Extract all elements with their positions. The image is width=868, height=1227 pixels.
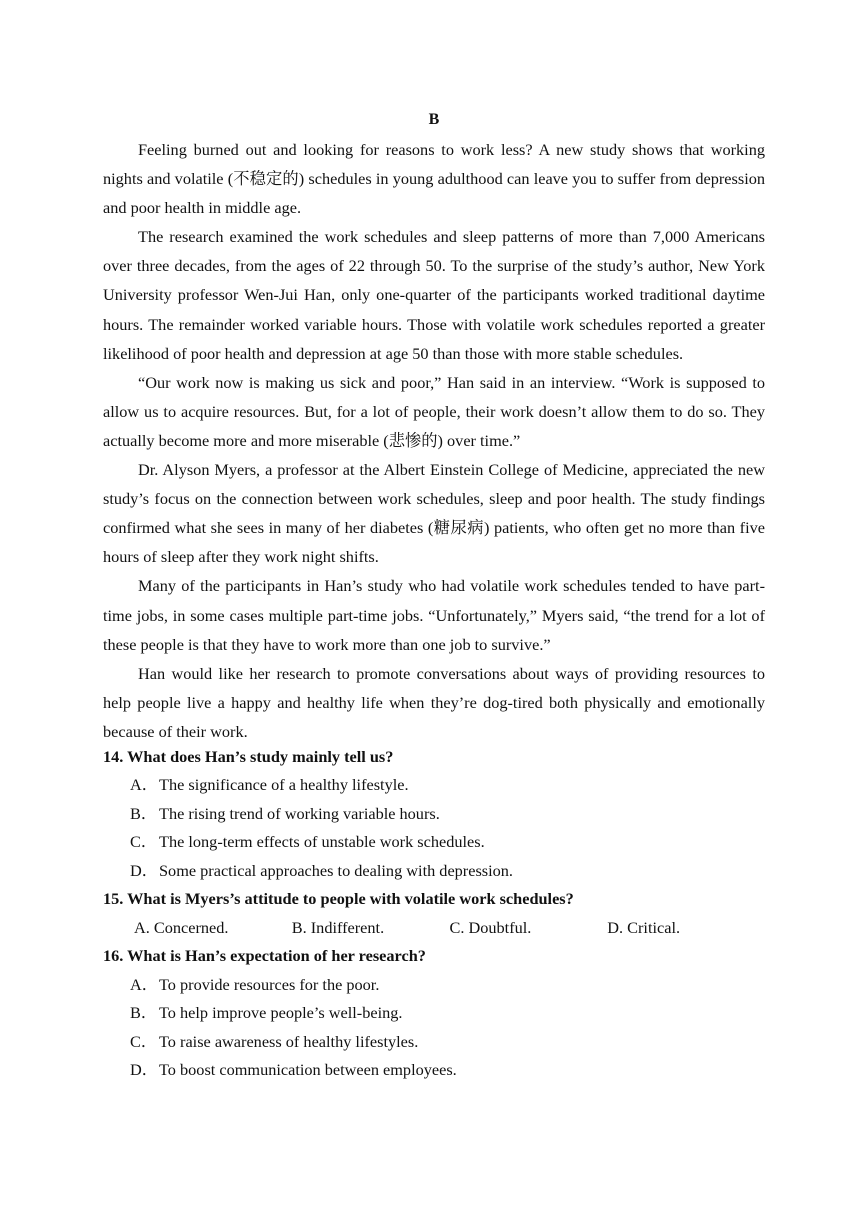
question-15 [103, 885, 765, 942]
question-15-option-c: C. Doubtful. [449, 917, 532, 937]
passage-paragraph-4: Dr. Alyson Myers, a professor at the Albert Einstein College of Medicine, appreciated the new study’s focus on the connection between work schedules, sleep and poor health. The study findings confirmed what she sees in many of her diabetes (糖尿病) patients, who often get no more than five hours of sleep after they work night shifts. [103, 460, 765, 567]
option-text: The significance of a healthy lifestyle. [159, 775, 409, 795]
question-14-option-a [130, 771, 765, 800]
question-14 [103, 743, 765, 886]
option-letter: A． [130, 974, 159, 994]
question-16-option-a [130, 971, 765, 1000]
question-15-option-b: B. Indifferent. [291, 917, 385, 937]
option-text: The long-term effects of unstable work schedules. [159, 832, 485, 852]
question-15-stem: 15. What is Myers’s attitude to people with volatile work schedules? [103, 889, 574, 909]
option-letter: B． [130, 1003, 158, 1023]
question-16-stem: 16. What is Han’s expectation of her research? [103, 946, 426, 966]
question-16-option-d [130, 1056, 765, 1085]
passage-paragraph-2: The research examined the work schedules and sleep patterns of more than 7,000 Americans over three decades, from the ages of 22 through 50. To the surprise of the study’s author, New York University professor Wen-Jui Han, only one-quarter of the participants worked traditional daytime hours. The remainder worked variable hours. Those with volatile work schedules reported a greater likelihood of poor health and depression at age 50 than those with more stable schedules. [103, 227, 765, 363]
option-letter: D． [130, 860, 159, 880]
passage-paragraph-3: “Our work now is making us sick and poor,” Han said in an interview. “Work is supposed to allow us to acquire resources. But, for a lot of people, their work doesn’t allow them to do so. They actually become more and more miserable (悲惨的) over time.” [103, 372, 765, 450]
passage-paragraph-6: Han would like her research to promote conversations about ways of providing resources to help people live a happy and healthy life when they’re dog-tired both physically and emotionally because of their work. [103, 663, 765, 741]
question-14-stem: 14. What does Han’s study mainly tell us? [103, 746, 394, 766]
section-title: B [428, 111, 440, 128]
option-letter: A． [130, 775, 159, 795]
option-letter: B． [130, 803, 158, 823]
question-14-option-b [130, 800, 765, 829]
question-15-option-a: A. Concerned. [134, 917, 229, 937]
passage-paragraph-5: Many of the participants in Han’s study who had volatile work schedules tended to have part-time jobs, in some cases multiple part-time jobs. “Unfortunately,” Myers said, “the trend for a lot of these people is that they have to work more than one job to survive.” [103, 576, 765, 654]
question-16 [103, 942, 765, 1085]
option-text: To help improve people’s well-being. [159, 1003, 403, 1023]
question-15-options [134, 914, 765, 943]
option-text: Some practical approaches to dealing with depression. [159, 860, 514, 880]
question-16-option-c [130, 1028, 765, 1057]
question-16-option-b [130, 999, 765, 1028]
option-text: The rising trend of working variable hours. [159, 803, 440, 823]
passage-paragraph-1: Feeling burned out and looking for reasons to work less? A new study shows that working nights and volatile (不稳定的) schedules in young adulthood can leave you to suffer from depression and poor health in middle age. [103, 140, 765, 218]
option-text: To boost communication between employees. [159, 1060, 457, 1080]
option-letter: D． [130, 1060, 159, 1080]
option-letter: C． [130, 1031, 158, 1051]
option-text: To provide resources for the poor. [159, 974, 380, 994]
document-page [103, 107, 765, 1085]
option-text: To raise awareness of healthy lifestyles. [159, 1031, 419, 1051]
question-15-option-d: D. Critical. [607, 917, 681, 937]
question-14-option-c [130, 828, 765, 857]
option-letter: C． [130, 832, 158, 852]
question-14-option-d [130, 857, 765, 886]
passage [103, 135, 765, 746]
